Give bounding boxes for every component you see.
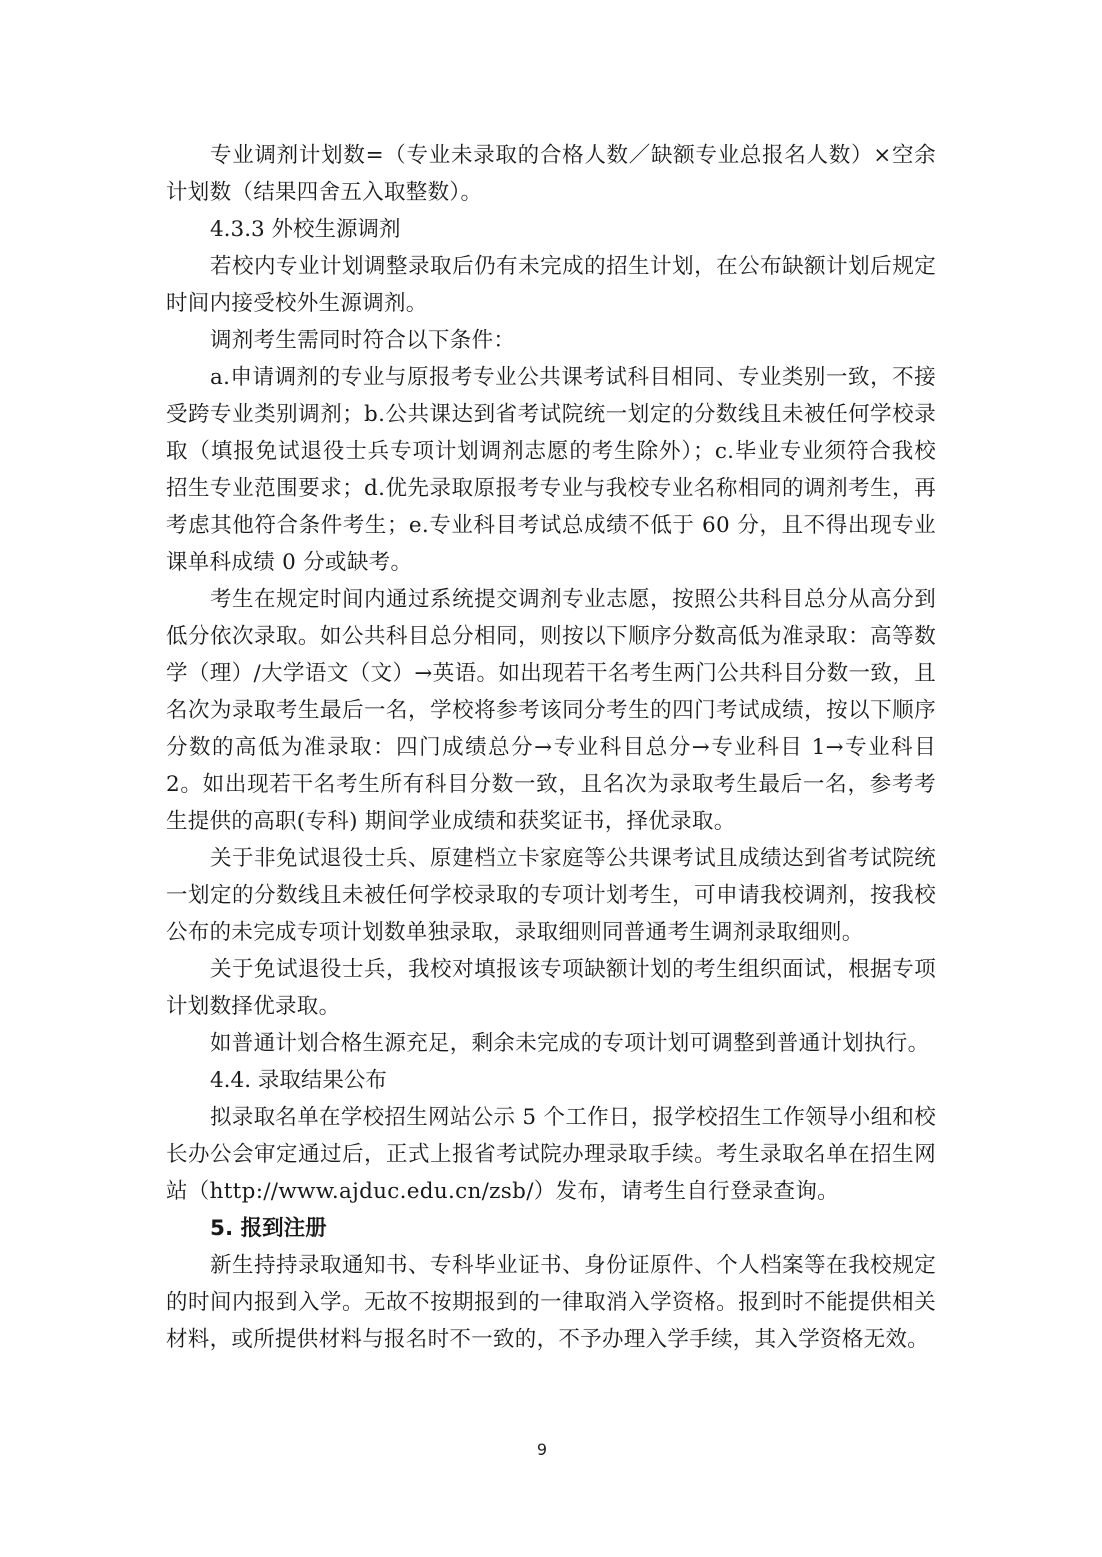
special-plan-paragraph: 关于非免试退役士兵、原建档立卡家庭等公共课考试且成绩达到省考试院统一划定的分数线且未被任何学校录取的专项计划考生，可申请我校调剂，按我校公布的未完成专项计划数单独录取，录取细则同普通考生调剂录取细则。 bbox=[166, 846, 936, 945]
section-heading-4-4: 4.4. 录取结果公布 bbox=[210, 1068, 387, 1093]
page-number: 9 bbox=[536, 1440, 548, 1459]
veterans-paragraph: 关于免试退役士兵，我校对填报该专项缺额计划的考生组织面试，根据专项计划数择优录取。 bbox=[166, 957, 936, 1019]
section-heading-4-3-3: 4.3.3 外校生源调剂 bbox=[210, 217, 401, 242]
conditions-list-paragraph: a.申请调剂的专业与原报考专业公共课考试科目相同、专业类别一致，不接受跨专业类别调剂；b.公共课达到省考试院统一划定的分数线且未被任何学校录取（填报免试退役士兵专项计划调剂志愿的考生除外）；c.毕业专业须符合我校招生专业范围要求；d.优先录取原报考专业与我校专业名称相同的调剂考生，再考虑其他符合条件考生；e.专业科目考试总成绩不低于 60 分，且不得出现专业课单科成绩 0 分或缺考。 bbox=[166, 365, 936, 575]
admission-order-paragraph: 考生在规定时间内通过系统提交调剂专业志愿，按照公共科目总分从高分到低分依次录取。如公共科目总分相同，则按以下顺序分数高低为准录取：高等数学（理）/大学语文（文）→英语。如出现若干名考生两门公共科目分数一致，且名次为录取考生最后一名，学校将参考该同分考生的四门考试成绩，按以下顺序分数的高低为准录取：四门成绩总分→专业科目总分→专业科目 1→专业科目 2。如出现若干名考生所有科目分数一致，且名次为录取考生最后一名，参考考生提供的高职(专科) 期间学业成绩和获奖证书，择优录取。 bbox=[166, 587, 936, 834]
plan-adjust-paragraph: 如普通计划合格生源充足，剩余未完成的专项计划可调整到普通计划执行。 bbox=[210, 1031, 930, 1056]
conditions-intro-paragraph: 调剂考生需同时符合以下条件： bbox=[210, 328, 516, 353]
external-transfer-paragraph: 若校内专业计划调整录取后仍有未完成的招生计划，在公布缺额计划后规定时间内接受校外生源调剂。 bbox=[166, 254, 936, 316]
formula-paragraph: 专业调剂计划数=（专业未录取的合格人数／缺额专业总报名人数）×空余计划数（结果四舍五入取整数）。 bbox=[166, 143, 936, 205]
section-heading-5: 5. 报到注册 bbox=[210, 1216, 327, 1241]
results-publication-paragraph: 拟录取名单在学校招生网站公示 5 个工作日，报学校招生工作领导小组和校长办公会审定通过后，正式上报省考试院办理录取手续。考生录取名单在招生网站（http://www.ajduc.edu.cn/zsb/）发布，请考生自行登录查询。 bbox=[166, 1105, 936, 1204]
registration-paragraph: 新生持持录取通知书、专科毕业证书、身份证原件、个人档案等在我校规定的时间内报到入学。无故不按期报到的一律取消入学资格。报到时不能提供相关材料，或所提供材料与报名时不一致的，不予办理入学手续，其入学资格无效。 bbox=[166, 1253, 936, 1352]
document-page bbox=[166, 137, 936, 1358]
